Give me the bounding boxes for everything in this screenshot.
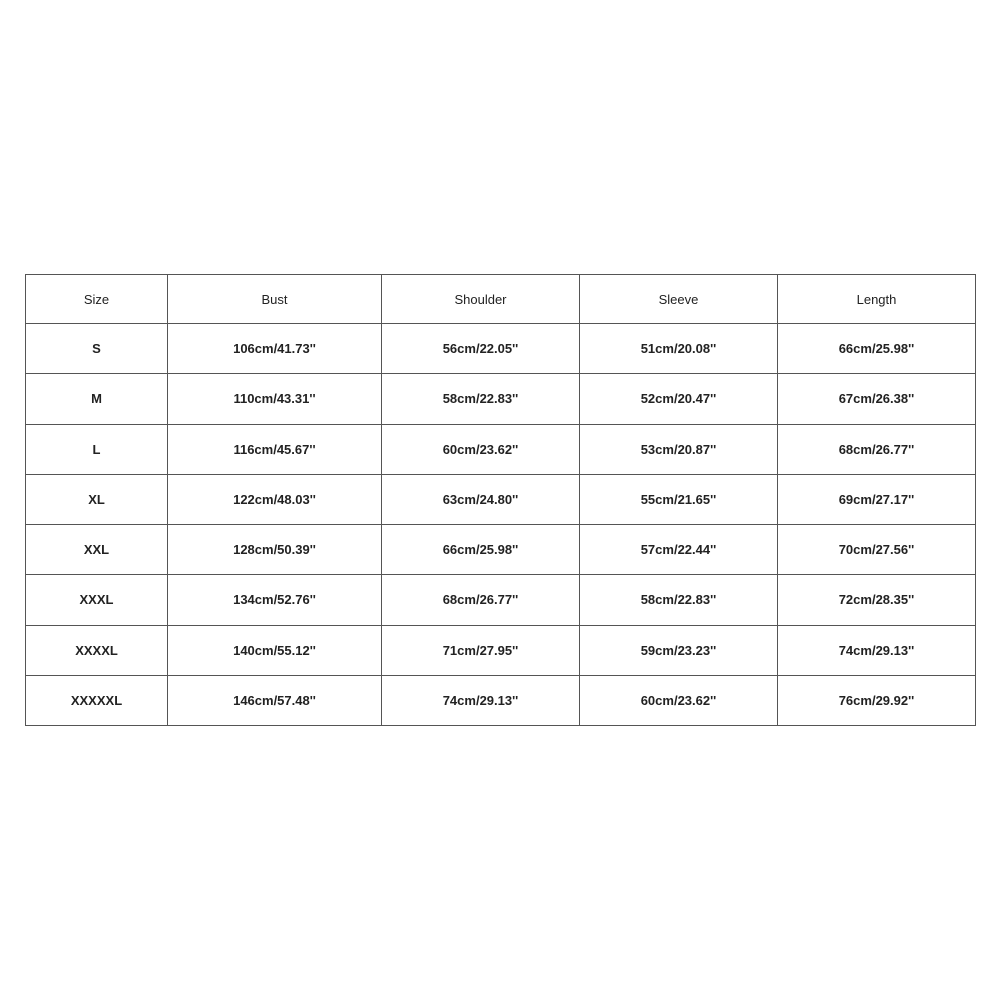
cell-shoulder: 63cm/24.80'' bbox=[382, 474, 580, 524]
cell-size: S bbox=[26, 324, 168, 374]
cell-shoulder: 66cm/25.98'' bbox=[382, 525, 580, 575]
cell-size: XXXXL bbox=[26, 625, 168, 675]
size-chart-table bbox=[25, 274, 976, 726]
table-row bbox=[26, 374, 976, 424]
cell-shoulder: 56cm/22.05'' bbox=[382, 324, 580, 374]
cell-length: 67cm/26.38'' bbox=[778, 374, 976, 424]
header-length: Length bbox=[778, 275, 976, 324]
cell-size: L bbox=[26, 424, 168, 474]
table-row bbox=[26, 474, 976, 524]
cell-size: XXXXXL bbox=[26, 675, 168, 725]
cell-bust: 128cm/50.39'' bbox=[168, 525, 382, 575]
header-bust: Bust bbox=[168, 275, 382, 324]
cell-size: XXL bbox=[26, 525, 168, 575]
cell-bust: 146cm/57.48'' bbox=[168, 675, 382, 725]
cell-bust: 110cm/43.31'' bbox=[168, 374, 382, 424]
cell-sleeve: 52cm/20.47'' bbox=[580, 374, 778, 424]
cell-bust: 116cm/45.67'' bbox=[168, 424, 382, 474]
cell-shoulder: 71cm/27.95'' bbox=[382, 625, 580, 675]
cell-shoulder: 58cm/22.83'' bbox=[382, 374, 580, 424]
header-sleeve: Sleeve bbox=[580, 275, 778, 324]
header-size: Size bbox=[26, 275, 168, 324]
cell-length: 72cm/28.35'' bbox=[778, 575, 976, 625]
cell-sleeve: 53cm/20.87'' bbox=[580, 424, 778, 474]
cell-shoulder: 68cm/26.77'' bbox=[382, 575, 580, 625]
cell-length: 68cm/26.77'' bbox=[778, 424, 976, 474]
cell-size: XL bbox=[26, 474, 168, 524]
cell-shoulder: 74cm/29.13'' bbox=[382, 675, 580, 725]
cell-size: XXXL bbox=[26, 575, 168, 625]
cell-sleeve: 58cm/22.83'' bbox=[580, 575, 778, 625]
cell-bust: 140cm/55.12'' bbox=[168, 625, 382, 675]
cell-sleeve: 51cm/20.08'' bbox=[580, 324, 778, 374]
table-row bbox=[26, 525, 976, 575]
cell-bust: 106cm/41.73'' bbox=[168, 324, 382, 374]
table-row bbox=[26, 424, 976, 474]
table-header-row bbox=[26, 275, 976, 324]
cell-length: 76cm/29.92'' bbox=[778, 675, 976, 725]
cell-shoulder: 60cm/23.62'' bbox=[382, 424, 580, 474]
cell-sleeve: 60cm/23.62'' bbox=[580, 675, 778, 725]
cell-length: 74cm/29.13'' bbox=[778, 625, 976, 675]
table-row bbox=[26, 575, 976, 625]
table-row bbox=[26, 625, 976, 675]
cell-bust: 122cm/48.03'' bbox=[168, 474, 382, 524]
cell-length: 69cm/27.17'' bbox=[778, 474, 976, 524]
cell-bust: 134cm/52.76'' bbox=[168, 575, 382, 625]
table-row bbox=[26, 324, 976, 374]
cell-sleeve: 55cm/21.65'' bbox=[580, 474, 778, 524]
header-shoulder: Shoulder bbox=[382, 275, 580, 324]
cell-length: 70cm/27.56'' bbox=[778, 525, 976, 575]
cell-sleeve: 57cm/22.44'' bbox=[580, 525, 778, 575]
cell-size: M bbox=[26, 374, 168, 424]
cell-sleeve: 59cm/23.23'' bbox=[580, 625, 778, 675]
cell-length: 66cm/25.98'' bbox=[778, 324, 976, 374]
table-row bbox=[26, 675, 976, 725]
